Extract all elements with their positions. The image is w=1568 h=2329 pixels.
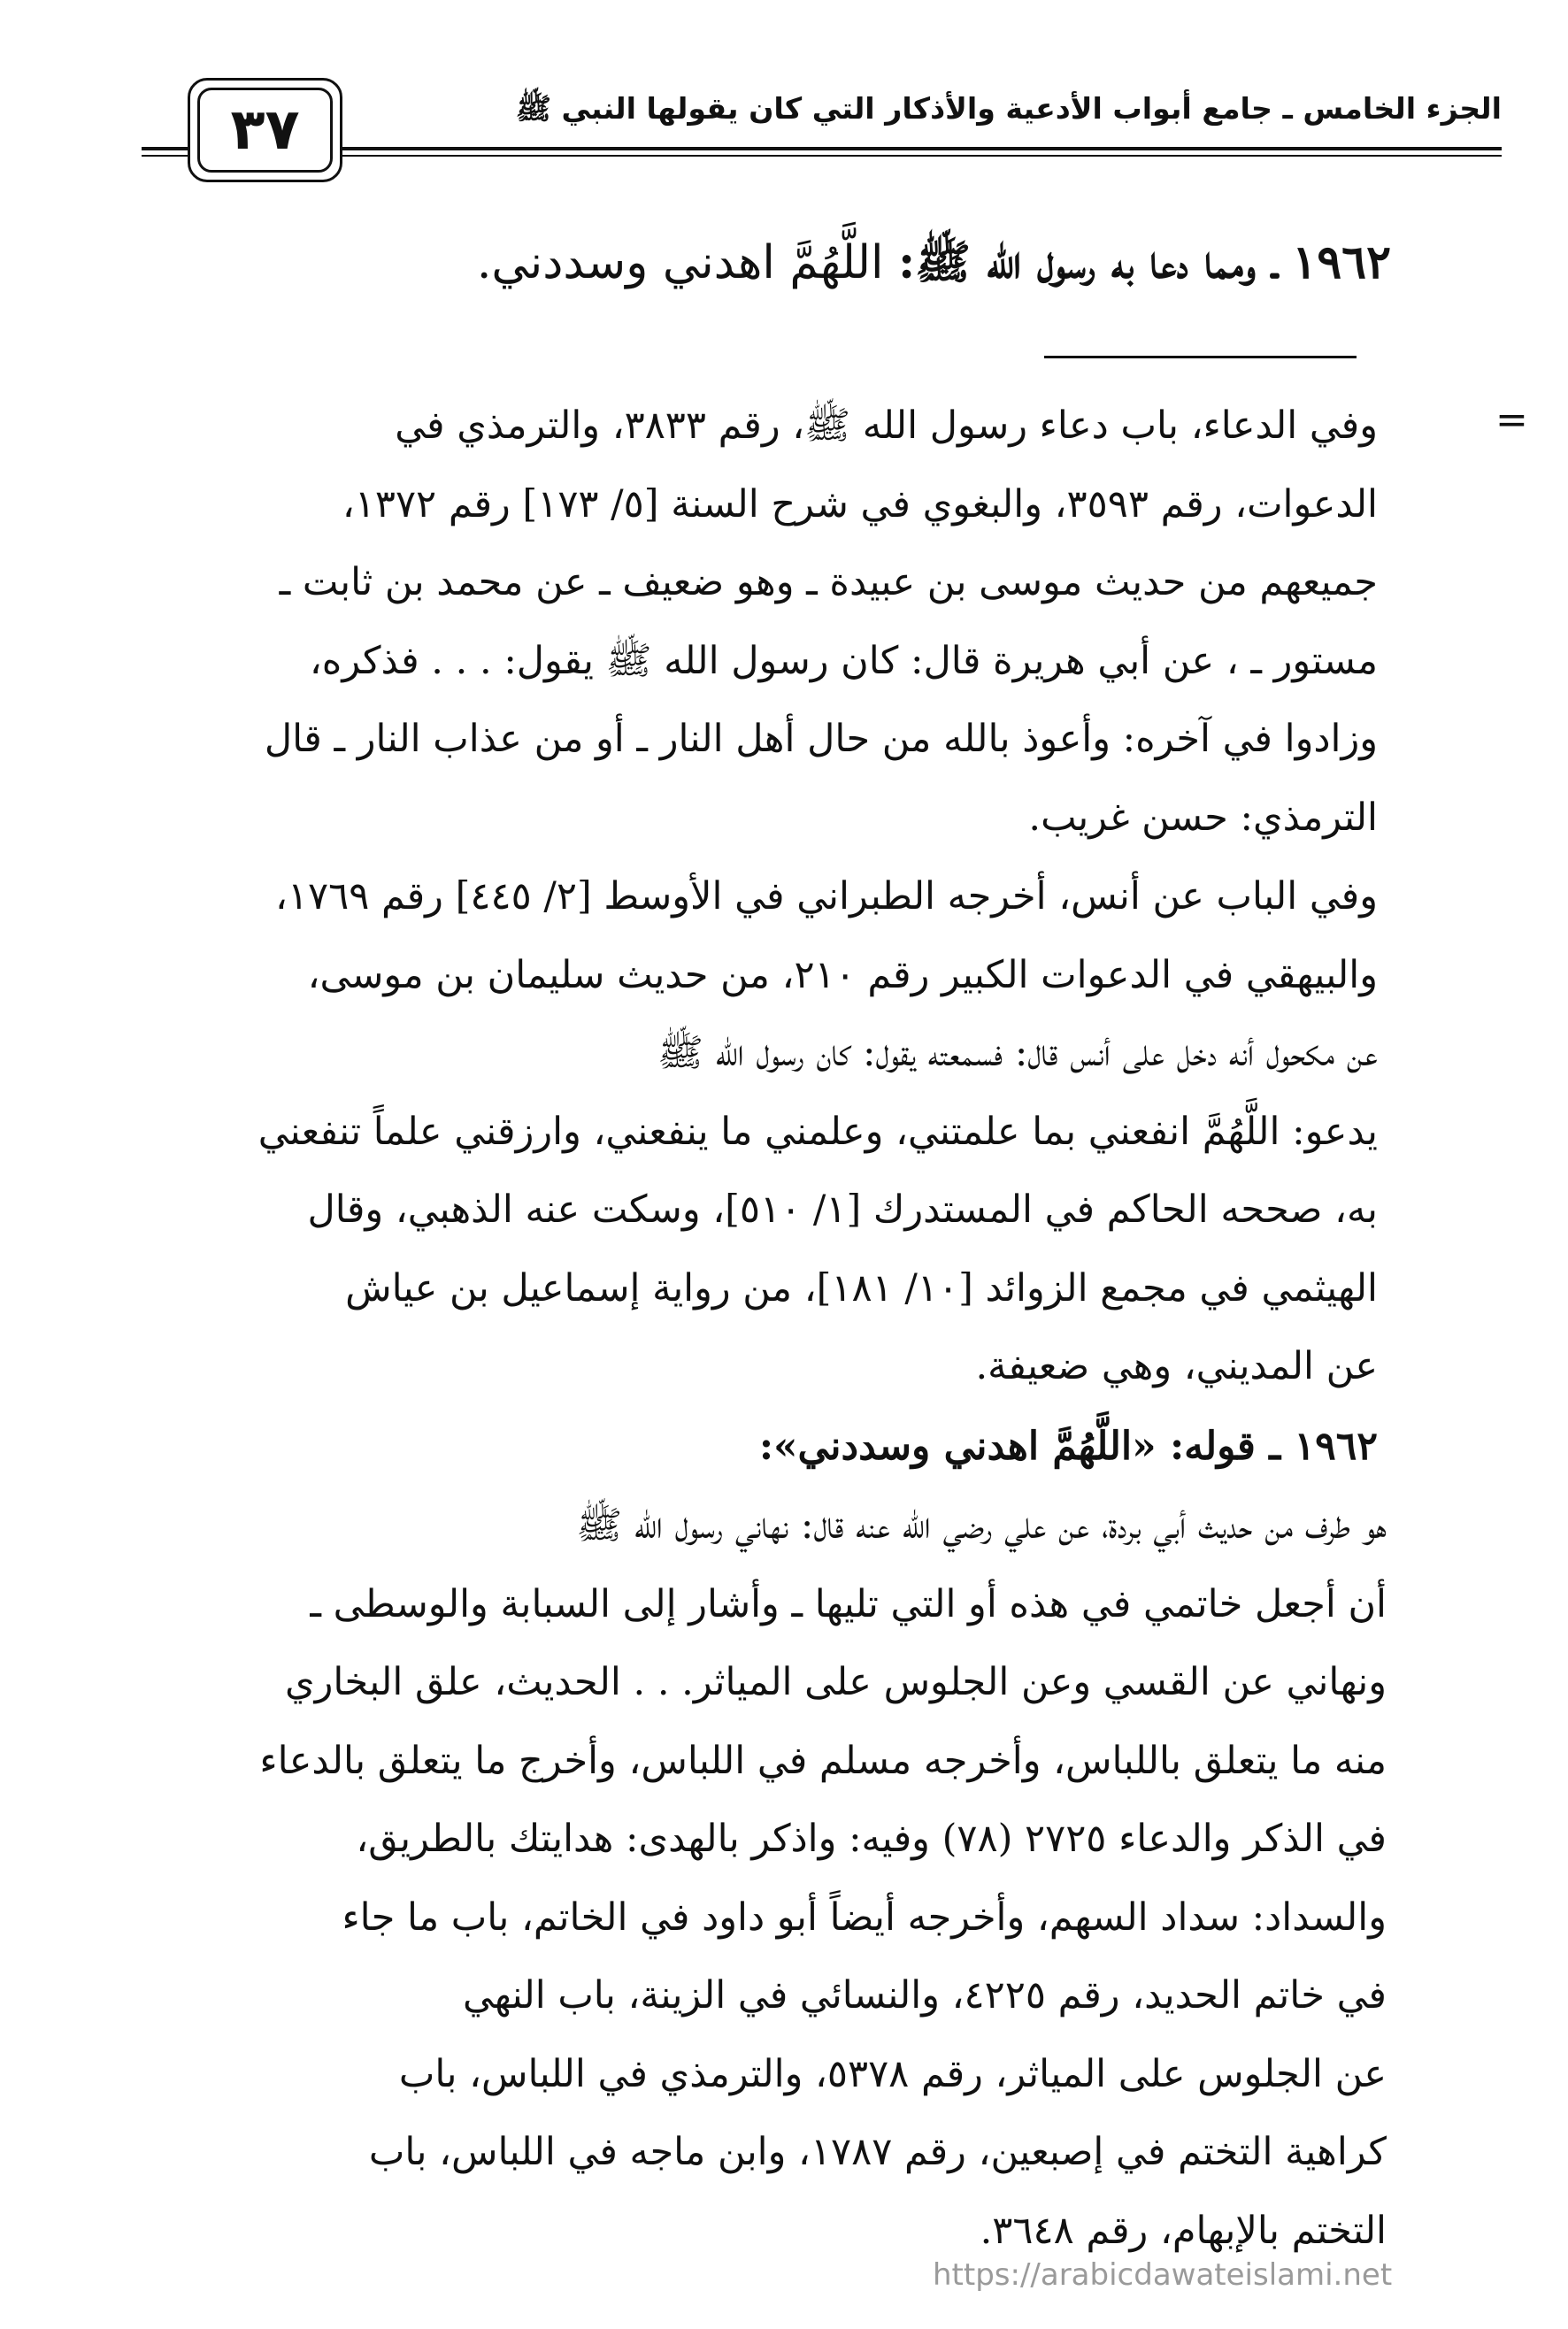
text-line: أن أجعل خاتمي في هذه أو التي تليها ـ وأشار إلى السبابة والوسطى ـ [310,1581,1387,1626]
text-line: والسداد: سداد السهم، وأخرجه أيضاً أبو داود في الخاتم، باب ما جاء [342,1895,1387,1940]
text-line: ونهاني عن القسي وعن الجلوس على المياثر. . . الحديث، علق البخاري [284,1660,1387,1704]
footnote-separator [1044,356,1357,358]
text-line: والبيهقي في الدعوات الكبير رقم ٢١٠، من حديث سليمان بن موسى، [307,952,1378,997]
note-heading: ١٩٦٢ ـ قوله: «اللَّهُمَّ اهدني وسددني»: [758,1424,1378,1469]
text-line: وزادوا في آخره: وأعوذ بالله من حال أهل النار ـ أو من عذاب النار ـ قال [264,717,1378,761]
hadith-text: اللَّهُمَّ اهدني وسددني. [476,236,884,289]
text-line: عن مكحول أنه دخل على أنس قال: فسمعته يقول: كان رسول الله ﷺ [657,1031,1378,1075]
footnote-paragraph-1 [148,387,1378,857]
hadith-number: ١٩٦٢ [1292,235,1391,289]
text-line: وفي الباب عن أنس، أخرجه الطبراني في الأوسط [٢/ ٤٤٥] رقم ١٧٦٩، [275,874,1378,919]
text-line: عن المديني، وهي ضعيفة. [975,1344,1378,1388]
text-line: الدعوات، رقم ٣٥٩٣، والبغوي في شرح السنة [٥/ ١٧٣] رقم ١٣٧٢، [342,481,1378,527]
hadith-intro: ـ ومما دعا به رسول الله ﷺ: [898,235,1278,289]
text-line: وفي الدعاء، باب دعاء رسول الله ﷺ، رقم ٣٨٣٣، والترمذي في [395,404,1378,448]
header-rule-thick [142,147,1502,150]
header-rule-thin [142,155,1502,157]
page-number-frame-inner [197,88,333,173]
note-paragraph [157,1487,1387,2270]
text-line: في خاتم الحديد، رقم ٤٢٢٥، والنسائي في الزينة، باب النهي [462,1973,1387,2018]
text-line: جميعهم من حديث موسى بن عبيدة ـ وهو ضعيف ـ عن محمد بن ثابت ـ [279,560,1378,604]
watermark-url: https://arabicdawateislami.net [933,2257,1393,2293]
text-line: الهيثمي في مجمع الزوائد [١٠/ ١٨١]، من رواية إسماعيل بن عياش [345,1265,1378,1311]
text-line: به، صححه الحاكم في المستدرك [١/ ٥١٠]، وسكت عنه الذهبي، وقال [307,1188,1378,1232]
text-line: في الذكر والدعاء ٢٧٢٥ (٧٨) وفيه: واذكر بالهدى: هدايتك بالطريق، [356,1817,1387,1861]
text-line: الترمذي: حسن غريب. [1028,795,1378,840]
text-line: التختم بالإبهام، رقم ٣٦٤٨. [980,2208,1387,2253]
page-number: ٣٧ [230,97,300,163]
text-line: مستور ـ ، عن أبي هريرة قال: كان رسول الله ﷺ يقول: . . . فذكره، [309,638,1378,683]
text-line: هو طرف من حديث أبي بردة، عن علي رضي الله عنه قال: نهاني رسول الله ﷺ [576,1503,1387,1548]
footnote-paragraph-2 [148,857,1378,1406]
continuation-mark: = [1495,397,1528,442]
text-line: كراهية التختم في إصبعين، رقم ١٧٨٧، وابن ماجه في اللباس، باب [368,2130,1387,2174]
running-title: الجزء الخامس ـ جامع أبواب الأدعية والأذكار التي كان يقولها النبي ﷺ [515,91,1502,126]
text-line: عن الجلوس على المياثر، رقم ٥٣٧٨، والترمذي في اللباس، باب [398,2051,1387,2096]
text-line: منه ما يتعلق باللباس، وأخرجه مسلم في اللباس، وأخرج ما يتعلق بالدعاء [259,1738,1387,1783]
text-line: يدعو: اللَّهُمَّ انفعني بما علمتني، وعلمني ما ينفعني، وارزقني علماً تنفعني [257,1109,1378,1154]
hadith-title [152,232,1391,294]
page-number-frame [188,78,342,182]
